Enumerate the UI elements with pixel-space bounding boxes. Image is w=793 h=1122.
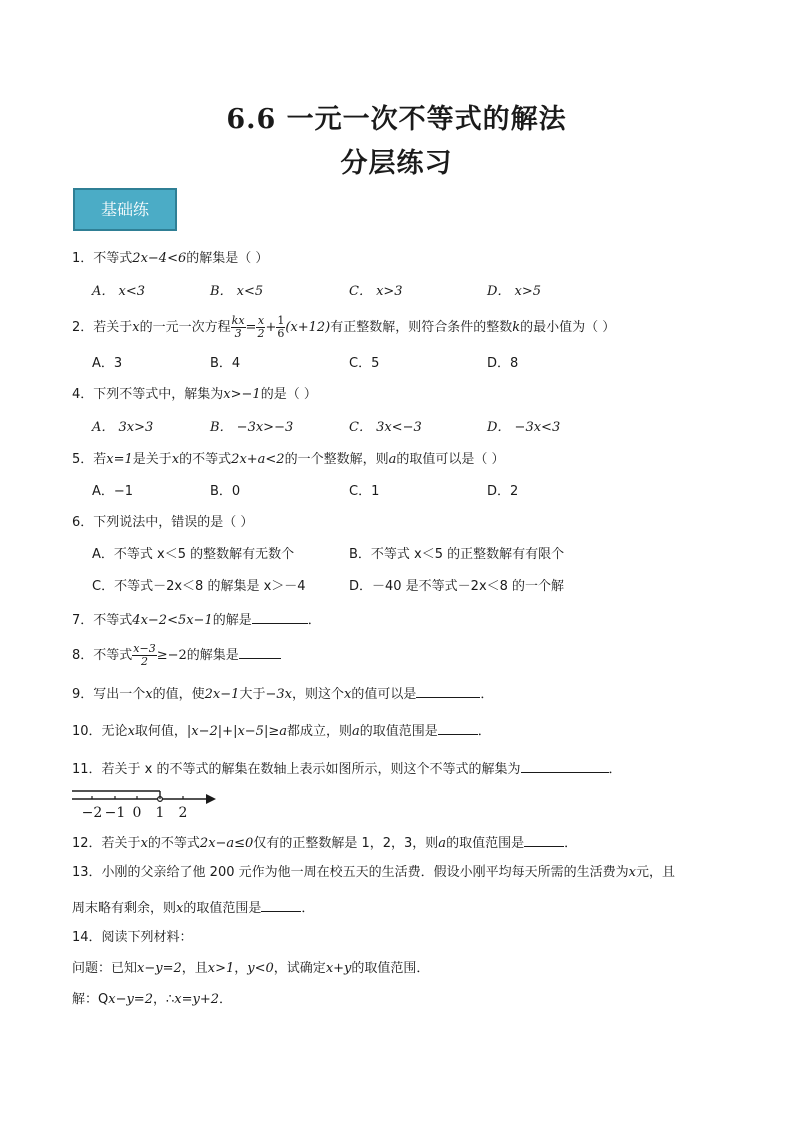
math-expr: x>−1 — [223, 387, 261, 402]
q-text: 取何值， — [134, 724, 187, 739]
q-text: 元，且 — [635, 865, 675, 880]
q-text: 问题：已知 — [72, 961, 138, 976]
q-text: ，试确定 — [273, 961, 326, 976]
option-d: D． x>5 — [487, 284, 542, 299]
q-end: ． — [477, 724, 491, 739]
q-number: 14． — [72, 930, 102, 945]
q-text: 的取值可以是（ ） — [396, 452, 505, 467]
q-number: 13． — [72, 865, 102, 880]
section-label: 基础练 — [73, 188, 177, 231]
math-expr: x+y — [325, 961, 352, 976]
q-text: 阅读下列材料： — [101, 930, 193, 945]
question-10 — [72, 721, 491, 741]
question-14-solution — [72, 991, 232, 1009]
page-title: 6.6 一元一次不等式的解法 — [226, 104, 567, 135]
answer-blank — [438, 721, 478, 735]
option-b: B． x<5 — [210, 284, 264, 299]
number-line — [70, 786, 220, 822]
question-8 — [72, 641, 281, 671]
q-number: 4． — [72, 387, 94, 402]
math-var: x — [176, 901, 184, 916]
question-11 — [72, 759, 622, 779]
math-var: x — [140, 836, 148, 851]
math-expr: x>1 — [207, 961, 235, 976]
option-b: B．0 — [210, 484, 241, 499]
q-text: 的取值范围是 — [359, 724, 438, 739]
question-9 — [72, 684, 493, 704]
option-c: C． x>3 — [349, 284, 403, 299]
math-var: k — [512, 320, 521, 335]
math-expr: ≥−2 — [156, 648, 187, 663]
option-a: A．−1 — [92, 484, 134, 499]
question-7 — [72, 610, 321, 630]
math-var: a — [388, 452, 397, 467]
axis-tick-label: −1 — [104, 805, 126, 821]
q-text: 下列不等式中，解集为 — [93, 387, 224, 402]
math-expr: 2x−4<6 — [132, 251, 187, 266]
q-number: 2． — [72, 320, 94, 335]
answer-blank — [521, 759, 609, 773]
q-number: 12． — [72, 836, 102, 851]
math-expr: x=y+2 — [174, 992, 219, 1007]
question-13 — [72, 864, 675, 882]
math-var: a — [438, 836, 447, 851]
math-op: = — [245, 320, 257, 335]
option-a: A．3 — [92, 356, 123, 371]
q-text: 不等式 — [93, 251, 133, 266]
question-12 — [72, 833, 577, 853]
answer-blank — [252, 610, 308, 624]
q-text: 的值，使 — [152, 687, 205, 702]
option-c: C．5 — [349, 356, 380, 371]
q-text: ，则这个 — [291, 687, 344, 702]
q-number: 8． — [72, 648, 94, 663]
q-text: 的是（ ） — [260, 387, 317, 402]
q-number: 11． — [72, 762, 102, 777]
q-text: 若 — [93, 452, 107, 467]
option-b: B． −3x>−3 — [210, 420, 294, 435]
q-text: 小刚的父亲给了他 200 元作为他一周在校五天的生活费．假设小刚平均每天所需的生活费为 — [101, 865, 629, 880]
option-a: A． x<3 — [92, 284, 146, 299]
axis-tick-label: 0 — [132, 805, 142, 821]
answer-blank — [416, 684, 480, 698]
q-text: 是关于 — [132, 452, 172, 467]
arrow-icon — [206, 794, 216, 804]
q-text: 的解是 — [212, 613, 252, 628]
math-var: x — [343, 687, 352, 702]
math-expr: x=1 — [106, 452, 133, 467]
question-4 — [72, 386, 317, 404]
q-text: 的一个整数解，则 — [284, 452, 389, 467]
option-c: C．1 — [349, 484, 380, 499]
option-c: C．不等式－2x＜8 的解集是 x＞－4 — [92, 579, 306, 594]
math-op: + — [265, 320, 277, 335]
q-text: 若关于 x 的不等式的解集在数轴上表示如图所示，则这个不等式的解集为 — [101, 762, 521, 777]
question-14-problem — [72, 960, 429, 978]
option-d: D．8 — [487, 356, 519, 371]
q-text: ，∴ — [152, 992, 175, 1007]
math-var: x — [132, 320, 140, 335]
q-end: ． — [307, 613, 321, 628]
q-text: 无论 — [101, 724, 128, 739]
q-text: 的不等式 — [179, 452, 232, 467]
fraction: $\frac{kx}{3}$ — [231, 314, 245, 340]
math-var: x — [145, 687, 153, 702]
fraction: $\frac{1}{6}$ — [277, 314, 285, 340]
math-expr: 2x−a≤0 — [199, 836, 254, 851]
math-expr: 2x−1 — [204, 687, 240, 702]
q-end: ． — [564, 836, 578, 851]
question-1 — [72, 250, 268, 268]
q-number: 1． — [72, 251, 94, 266]
question-2 — [72, 313, 615, 343]
q-text: 的不等式 — [147, 836, 200, 851]
q-number: 7． — [72, 613, 94, 628]
math-var: a — [351, 724, 360, 739]
q-text: 的值可以是 — [351, 687, 417, 702]
question-14 — [72, 929, 193, 947]
q-text: 的最小值为（ ） — [520, 320, 616, 335]
axis-tick-label: 1 — [155, 805, 165, 821]
option-d: D．－40 是不等式－2x＜8 的一个解 — [349, 579, 565, 594]
math-expr: (x+12) — [285, 320, 331, 335]
q-text: 的取值范围． — [351, 961, 430, 976]
q-text: ． — [218, 992, 232, 1007]
q-text: 的取值范围是 — [446, 836, 525, 851]
axis-tick-label: −2 — [81, 805, 103, 821]
math-expr: 2x+a<2 — [231, 452, 285, 467]
q-text: 若关于 — [101, 836, 141, 851]
question-13-cont — [72, 898, 314, 918]
fraction: $\frac{x-3}{2}$ — [133, 642, 156, 668]
option-b: B．4 — [210, 356, 241, 371]
q-number: 5． — [72, 452, 94, 467]
q-end: ． — [480, 687, 494, 702]
q-text: 下列说法中，错误的是（ ） — [93, 515, 254, 530]
option-a: A． 3x>3 — [92, 420, 154, 435]
math-var: x — [628, 865, 636, 880]
q-text: 写出一个 — [93, 687, 146, 702]
q-text: 都成立，则 — [286, 724, 352, 739]
option-d: D．2 — [487, 484, 519, 499]
q-text: 大于 — [239, 687, 266, 702]
math-expr: x−y=2 — [137, 961, 182, 976]
option-c: C． 3x<−3 — [349, 420, 422, 435]
page-subtitle: 分层练习 — [340, 148, 453, 179]
math-expr: x−y=2 — [108, 992, 153, 1007]
math-expr: 4x−2<5x−1 — [132, 613, 213, 628]
question-6 — [72, 514, 253, 532]
q-text: 仅有的正整数解是 1，2，3，则 — [253, 836, 439, 851]
answer-blank — [261, 898, 301, 912]
answer-blank — [239, 645, 281, 659]
q-text: ， — [234, 961, 248, 976]
answer-blank — [524, 833, 564, 847]
math-var: x — [127, 724, 135, 739]
q-text: 的取值范围是 — [183, 901, 262, 916]
math-expr: −3x — [265, 687, 292, 702]
q-text: 的一元一次方程 — [139, 320, 231, 335]
axis-tick-label: 2 — [178, 805, 188, 821]
q-text: 不等式 — [93, 613, 133, 628]
fraction: $\frac{x}{2}$ — [257, 314, 265, 340]
q-end: ． — [301, 901, 315, 916]
math-expr: |x−2|+|x−5|≥a — [186, 724, 287, 739]
q-text: 不等式 — [93, 648, 133, 663]
math-expr: y<0 — [247, 961, 274, 976]
q-end: ． — [608, 762, 622, 777]
q-text: ，且 — [181, 961, 208, 976]
q-number: 6． — [72, 515, 94, 530]
q-text: 的解集是 — [186, 648, 239, 663]
q-text: 若关于 — [93, 320, 133, 335]
option-d: D． −3x<3 — [487, 420, 561, 435]
q-text: 解：Q — [72, 992, 109, 1007]
question-5 — [72, 451, 505, 469]
q-text: 周末略有剩余，则 — [72, 901, 177, 916]
math-var: x — [171, 452, 180, 467]
q-text: 的解集是（ ） — [186, 251, 269, 266]
q-text: 有正整数解，则符合条件的整数 — [330, 320, 513, 335]
q-number: 9． — [72, 687, 94, 702]
option-a: A．不等式 x＜5 的整数解有无数个 — [92, 547, 295, 562]
q-number: 10． — [72, 724, 102, 739]
option-b: B．不等式 x＜5 的正整数解有有限个 — [349, 547, 565, 562]
